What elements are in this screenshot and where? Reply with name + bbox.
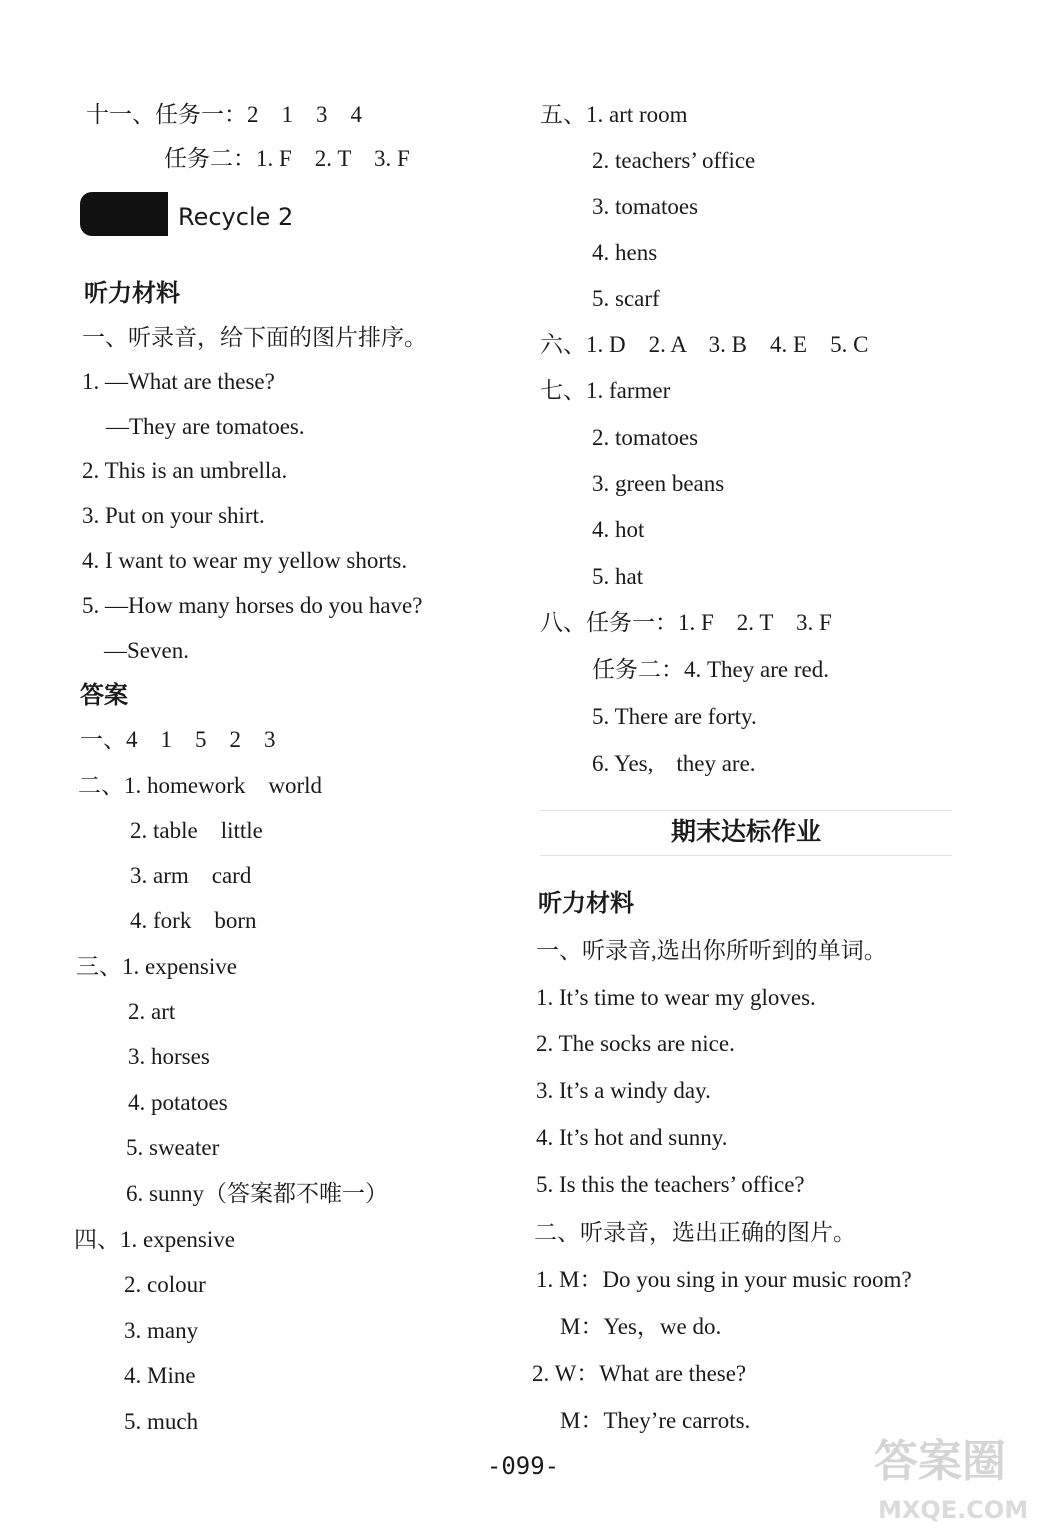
answer-line: 3. many (124, 1318, 199, 1343)
watermark-text: 答案圈 (874, 1436, 1006, 1487)
listening-line: 5. Is this the teachers’ office? (536, 1172, 805, 1197)
answer-line: 4. potatoes (128, 1090, 228, 1115)
answer-line: 3. tomatoes (592, 194, 699, 219)
answer-line: 3. arm card (130, 863, 252, 888)
answer-line: 四、1. expensive (74, 1227, 235, 1252)
answer-line: 4. fork born (130, 908, 257, 933)
listening-line: M：They’re carrots. (560, 1408, 751, 1433)
listening-line: 一、听录音,选出你所听到的单词。 (536, 938, 887, 963)
answer-line: 6. Yes, they are. (592, 751, 756, 776)
answer-line: 5. much (124, 1409, 199, 1434)
watermark-logo (868, 1418, 1038, 1530)
answer-line: 八、任务一：1. F 2. T 3. F (540, 610, 832, 635)
answer-line: 5. hat (592, 564, 644, 589)
answer-line: 一、4 1 5 2 3 (80, 727, 276, 752)
task11-line1: 十一、任务一：2 1 3 4 (86, 102, 362, 127)
watermark-url: MXQE.COM (878, 1496, 1029, 1524)
answer-line: 4. Mine (124, 1363, 196, 1388)
listening-line: 2. This is an umbrella. (82, 458, 288, 483)
answer-line: 4. hens (592, 240, 658, 265)
recycle-tab-marker (80, 192, 168, 236)
answer-line: 3. green beans (592, 471, 725, 496)
answer-line: 五、1. art room (540, 102, 688, 127)
answer-line: 3. horses (128, 1044, 210, 1069)
answer-line: 4. hot (592, 517, 645, 542)
answer-line: 6. sunny（答案都不唯一） (126, 1181, 388, 1206)
answer-line: 5. scarf (592, 286, 660, 311)
listening-line: 1. —What are these? (82, 369, 275, 394)
answer-line: 任务二：4. They are red. (592, 657, 829, 682)
listening-heading-right: 听力材料 (538, 889, 634, 917)
page-number: -099- (486, 1452, 560, 1480)
answer-line: 5. sweater (126, 1135, 220, 1160)
listening-heading-left: 听力材料 (84, 279, 180, 307)
section-title: 期末达标作业 (670, 817, 821, 846)
listening-line: 4. It’s hot and sunny. (536, 1125, 728, 1150)
answer-line: 三、1. expensive (76, 954, 237, 979)
task11-line2: 任务二：1. F 2. T 3. F (164, 146, 410, 171)
answer-line: 七、1. farmer (540, 378, 671, 403)
answer-line: 5. There are forty. (592, 704, 757, 729)
listening-line: 4. I want to wear my yellow shorts. (82, 548, 408, 573)
answer-line: 2. colour (124, 1272, 206, 1297)
listening-line: 1. M：Do you sing in your music room? (536, 1267, 912, 1292)
listening-line: 一、听录音，给下面的图片排序。 (82, 325, 427, 350)
answer-line: 2. tomatoes (592, 425, 699, 450)
answer-line: 2. table little (130, 818, 263, 843)
listening-line: 1. It’s time to wear my gloves. (536, 985, 816, 1010)
answer-line: 六、1. D 2. A 3. B 4. E 5. C (540, 332, 869, 357)
listening-line: 5. —How many horses do you have? (82, 593, 423, 618)
answer-line: 2. teachers’ office (592, 148, 756, 173)
listening-line: M：Yes，we do. (560, 1314, 722, 1339)
answer-line: 2. art (128, 999, 176, 1024)
listening-line: —They are tomatoes. (106, 414, 305, 439)
listening-line: 3. It’s a windy day. (536, 1078, 711, 1103)
listening-line: 3. Put on your shirt. (82, 503, 265, 528)
listening-line: 2. W：What are these? (532, 1361, 747, 1386)
recycle-title: Recycle 2 (178, 203, 294, 231)
answers-heading: 答案 (80, 681, 128, 709)
answer-line: 二、1. homework world (78, 773, 323, 798)
listening-line: 二、听录音，选出正确的图片。 (534, 1220, 856, 1245)
listening-line: 2. The socks are nice. (536, 1031, 735, 1056)
listening-line: —Seven. (104, 638, 189, 663)
